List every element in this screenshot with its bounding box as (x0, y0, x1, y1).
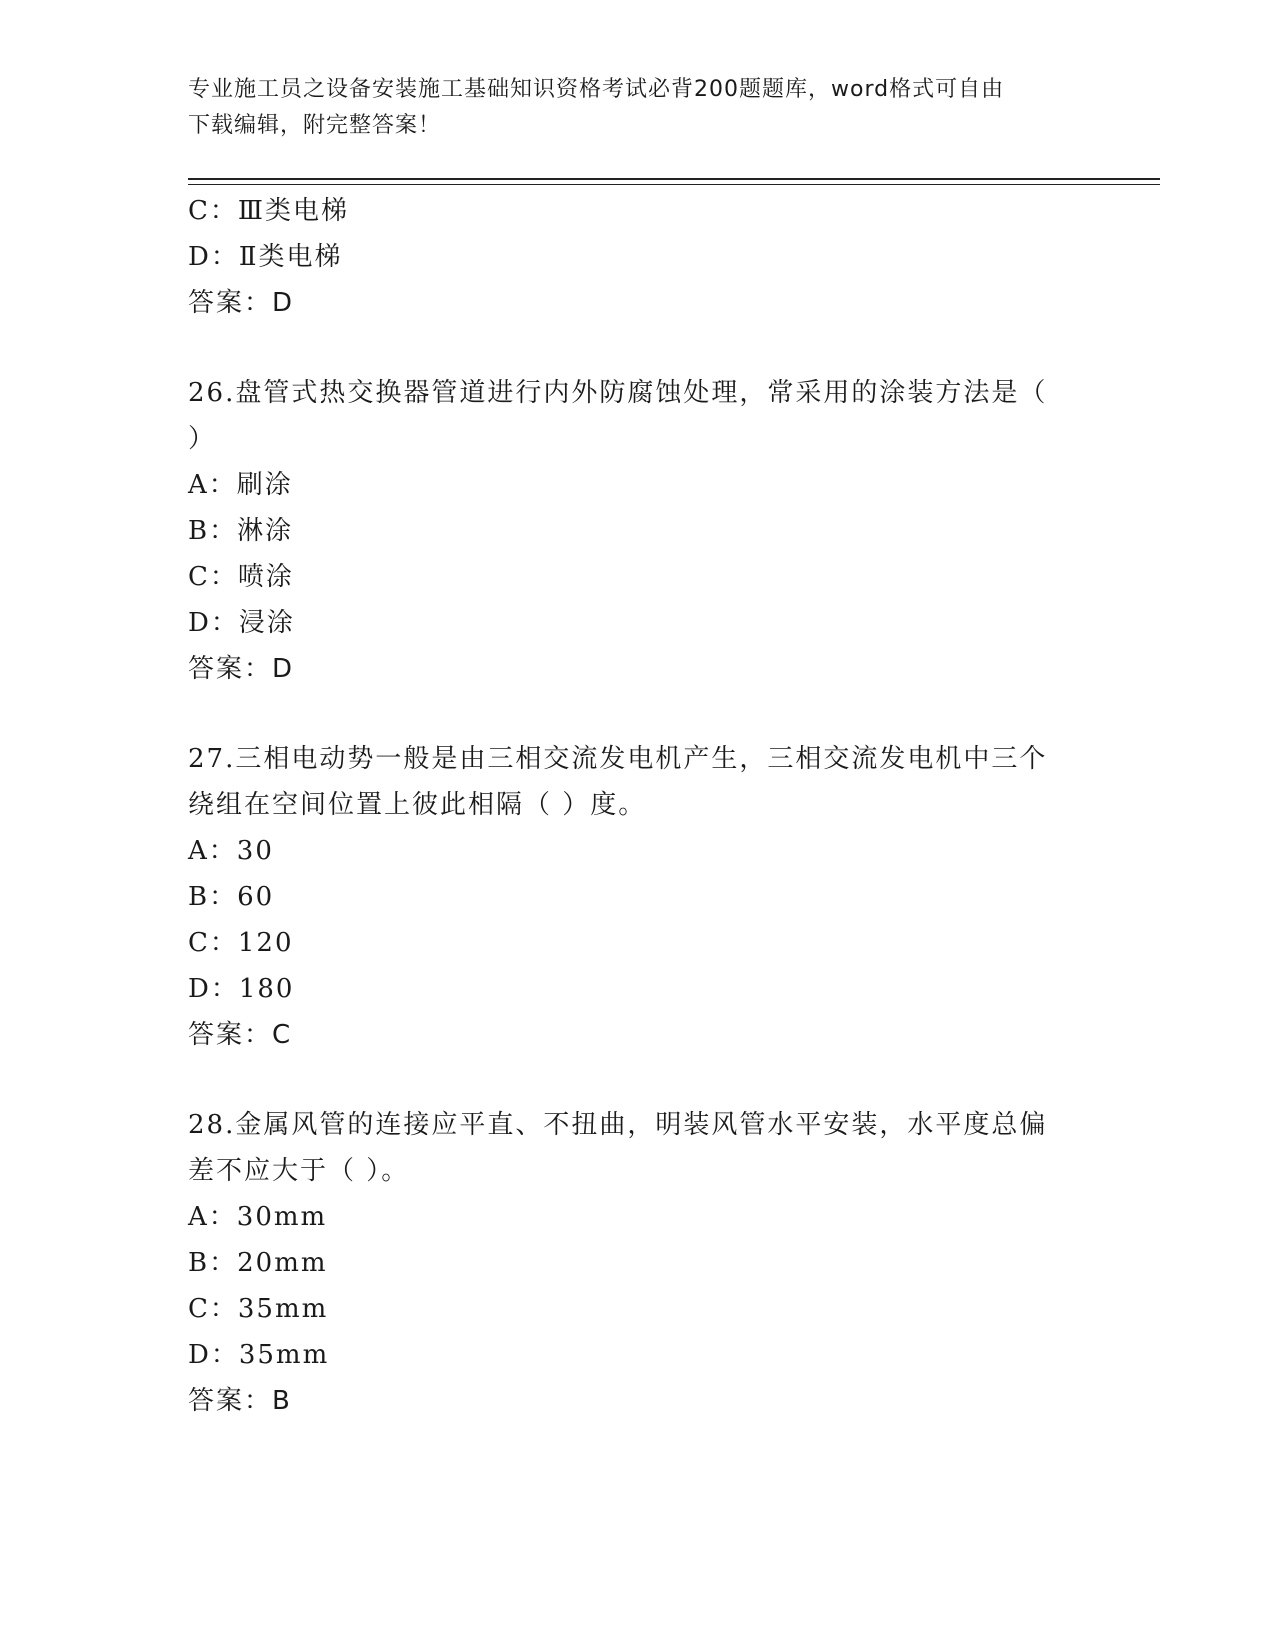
question-stem-line-2: 差不应大于（ ）。 (188, 1156, 410, 1186)
option-c: C：Ⅲ类电梯 (188, 196, 349, 226)
option-b: B：20mm (188, 1248, 328, 1278)
carryover-question (188, 188, 1088, 326)
question-stem-line-1: 28.金属风管的连接应平直、不扭曲，明装风管水平安装，水平度总偏 (188, 1110, 1048, 1140)
question-28 (188, 1102, 1088, 1424)
option-c: C：120 (188, 928, 294, 958)
option-b: B：淋涂 (188, 516, 294, 546)
answer: 答案：D (188, 288, 295, 318)
page-header (188, 72, 1068, 144)
question-stem-line-1: 26.盘管式热交换器管道进行内外防腐蚀处理，常采用的涂装方法是（ (188, 378, 1048, 408)
question-27 (188, 736, 1088, 1058)
option-d: D：180 (188, 974, 295, 1004)
question-stem-line-1: 27.三相电动势一般是由三相交流发电机产生，三相交流发电机中三个 (188, 744, 1048, 774)
option-d: D：35mm (188, 1340, 330, 1370)
question-26 (188, 370, 1088, 692)
answer: 答案：D (188, 654, 295, 684)
question-list (188, 188, 1088, 1424)
option-d: D：Ⅱ类电梯 (188, 242, 343, 272)
option-a: A：30 (188, 836, 274, 866)
header-divider-thin (188, 184, 1160, 185)
header-divider-thick (188, 178, 1160, 180)
option-b: B：60 (188, 882, 275, 912)
question-stem-line-2: 绕组在空间位置上彼此相隔（ ）度。 (188, 790, 647, 820)
option-a: A：刷涂 (188, 470, 293, 500)
question-stem-line-2: ） (188, 424, 217, 454)
option-d: D：浸涂 (188, 608, 295, 638)
answer: 答案：C (188, 1020, 293, 1050)
option-c: C：喷涂 (188, 562, 294, 592)
option-c: C：35mm (188, 1294, 329, 1324)
header-line-2: 下载编辑，附完整答案！ (188, 113, 442, 138)
option-a: A：30mm (188, 1202, 328, 1232)
answer: 答案：B (188, 1386, 292, 1416)
header-line-1: 专业施工员之设备安装施工基础知识资格考试必背200题题库，word格式可自由 (188, 77, 1005, 102)
